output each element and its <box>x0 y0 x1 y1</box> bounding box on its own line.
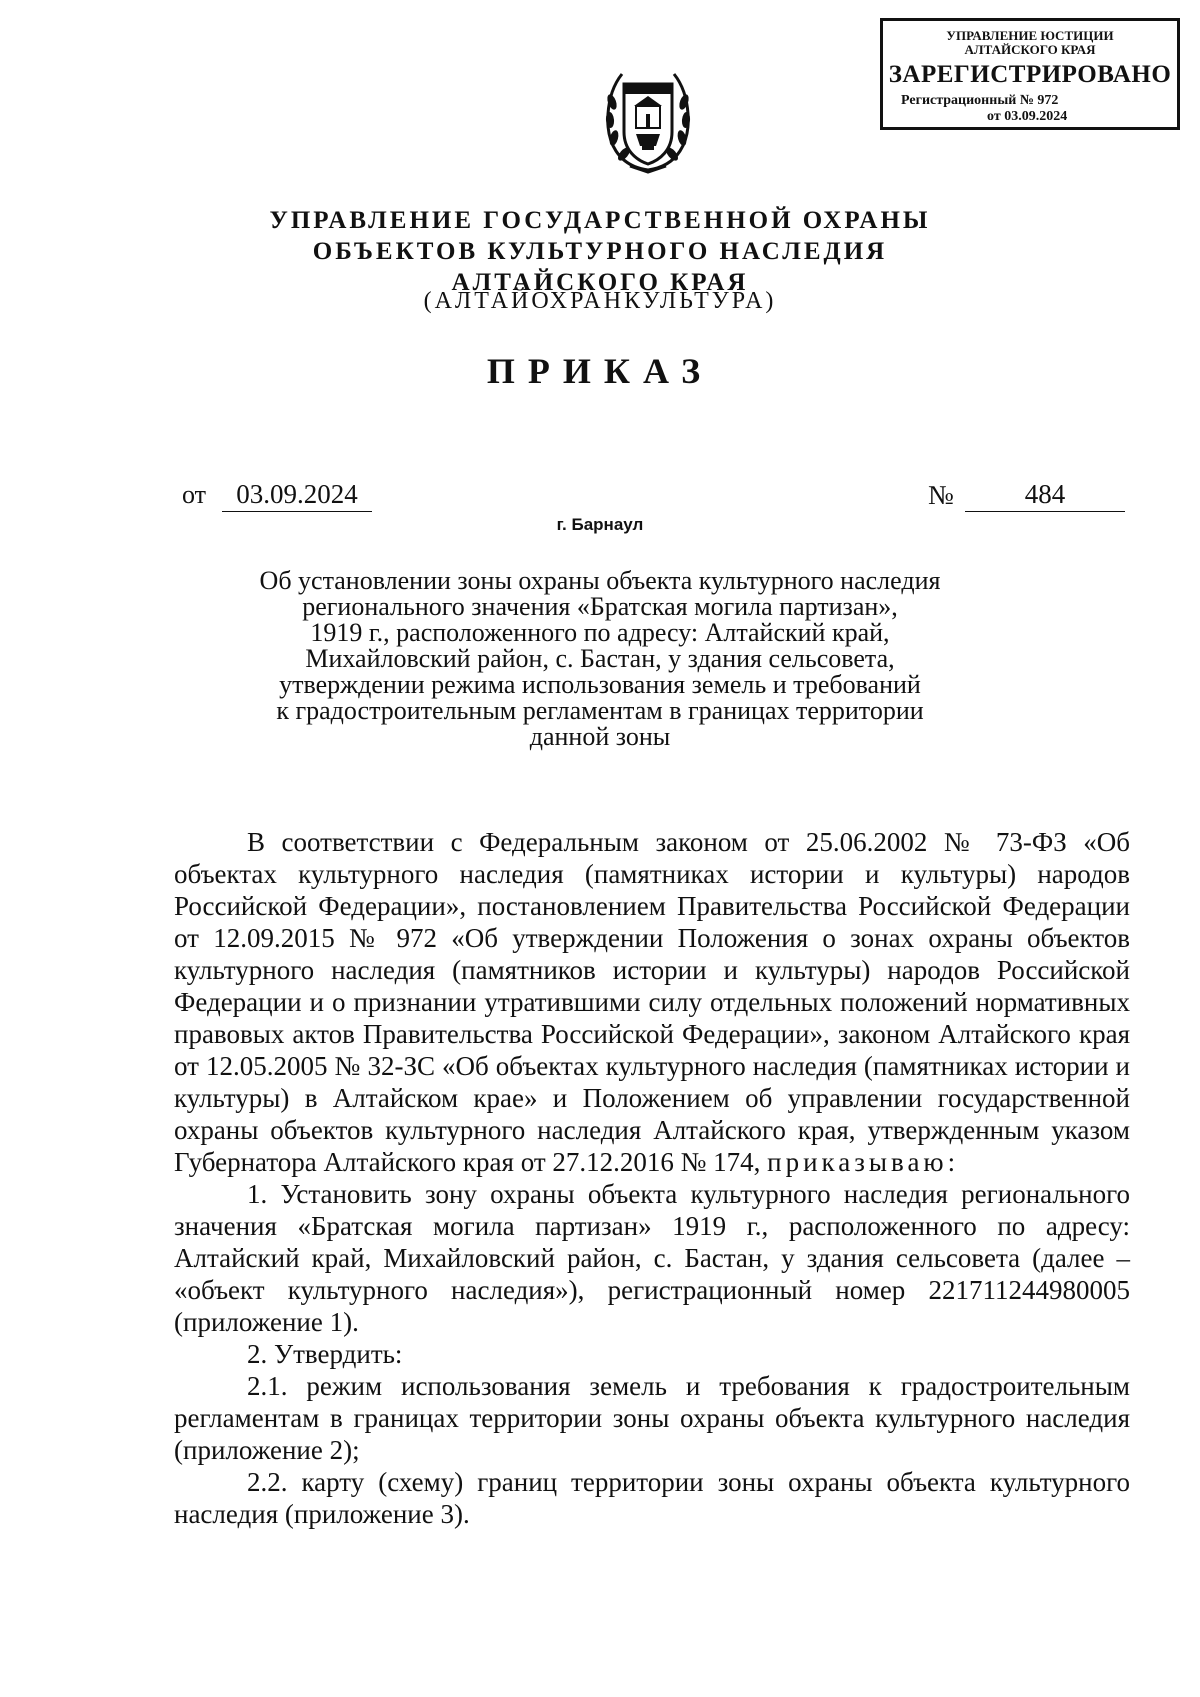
registration-stamp <box>880 18 1180 130</box>
order-word: приказываю: <box>767 1147 960 1177</box>
document-number: 484 <box>965 477 1125 512</box>
title-line: Об установлении зоны охраны объекта культурного наследия <box>259 566 941 595</box>
title-line: данной зоны <box>529 722 671 751</box>
item-2-1: 2.1. режим использования земель и требования к градостроительным регламентам в границах территории зоны охраны объекта культурного наследия (приложение 2); <box>174 1371 1130 1465</box>
title-line: Михайловский район, с. Бастан, у здания сельсовета, <box>305 644 895 673</box>
organization-name-line2: ОБЪЕКТОВ КУЛЬТУРНОГО НАСЛЕДИЯ <box>312 238 888 265</box>
organization-name <box>0 205 1200 298</box>
date-label: от <box>182 480 207 509</box>
document-body <box>174 826 1130 1530</box>
stamp-registered: ЗАРЕГИСТРИРОВАНО <box>888 61 1172 88</box>
title-line: утверждении режима использования земель и требований <box>279 670 921 699</box>
item-2-2: 2.2. карту (схему) границ территории зоны охраны объекта культурного наследия (приложение 3). <box>174 1467 1130 1529</box>
stamp-authority-line1: УПРАВЛЕНИЕ ЮСТИЦИИ <box>946 28 1114 43</box>
number-label: № <box>928 480 954 510</box>
title-line: регионального значения «Братская могила партизан», <box>302 592 898 621</box>
organization-name-line3: АЛТАЙСКОГО КРАЯ <box>451 269 749 296</box>
preamble-text: В соответствии с Федеральным законом от 25.06.2002 № 73-ФЗ «Об объектах культурного наследия (памятниках истории и культуры) народов Российской Федерации», постановлением Правительства Российской Федерации от 12.09.2015 № 972 «Об утверждении Положения о зонах охраны объектов культурного наследия (памятников истории и культуры) народов Российской Федерации и о признании утратившими силу отдельных положений нормативных правовых актов Правительства Российской Федерации», законом Алтайского края от 12.05.2005 № 32-ЗС «Об объектах культурного наследия (памятниках истории и культуры) в Алтайском крае» и Положением об управлении государственной охраны объектов культурного наследия Алтайского края, утвержденным указом Губернатора Алтайского края от 27.12.2016 № 174, <box>174 827 1130 1177</box>
title-line: к градостроительным регламентам в границах территории <box>276 696 924 725</box>
item-1: 1. Установить зону охраны объекта культурного наследия регионального значения «Братская могила партизан» 1919 г., расположенного по адресу: Алтайский край, Михайловский район, с. Бастан, у здания сельсовета (далее – «объект культурного наследия»), регистрационный номер 221711244980005 (приложение 1). <box>174 1179 1130 1337</box>
preamble-paragraph <box>174 826 1130 1178</box>
document-title <box>0 568 1200 750</box>
item-2: 2. Утвердить: <box>247 1339 403 1369</box>
organization-abbreviation: (АЛТАЙОХРАНКУЛЬТУРА) <box>423 288 777 314</box>
document-date: 03.09.2024 <box>222 477 372 512</box>
document-type: ПРИКАЗ <box>486 351 714 391</box>
stamp-authority-line2: АЛТАЙСКОГО КРАЯ <box>964 42 1096 57</box>
coat-of-arms-icon <box>600 62 696 176</box>
city: г. Барнаул <box>556 515 644 534</box>
stamp-reg-date: от 03.09.2024 <box>987 109 1068 124</box>
title-line: 1919 г., расположенного по адресу: Алтайский край, <box>310 618 890 647</box>
organization-name-line1: УПРАВЛЕНИЕ ГОСУДАРСТВЕННОЙ ОХРАНЫ <box>269 207 931 234</box>
stamp-reg-number: Регистрационный № 972 <box>901 93 1059 108</box>
